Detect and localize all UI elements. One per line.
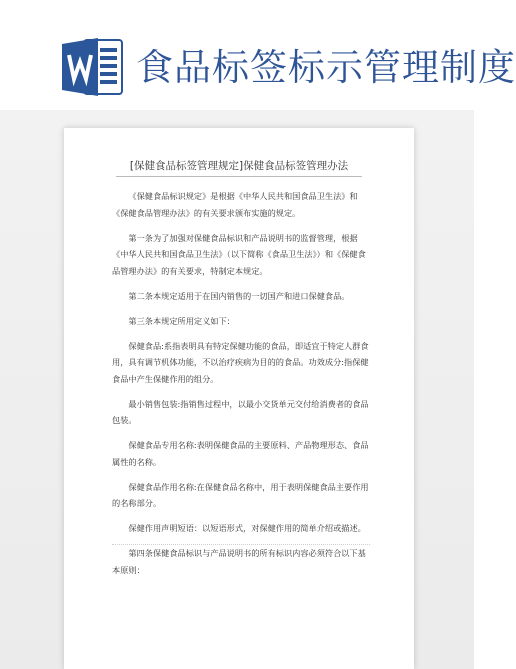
paragraph: 保健食品:系指表明具有特定保健功能的食品，即适宜于特定人群食用，具有调节机体功能，不以治疗疾病为目的的食品。功效成分:指保健食品中产生保健作用的组分。 (112, 340, 369, 384)
document-page (64, 128, 414, 669)
paragraph: 最小销售包装:指销售过程中，以最小交货单元交付给消费者的食品包装。 (112, 398, 369, 425)
paragraph: 第一条为了加强对保健食品标识和产品说明书的监督管理，根据《中华人民共和国食品卫生法》（以下简称《食品卫生法》）和《保健食品管理办法》的有关要求，特制定本规定。 (112, 232, 366, 276)
heading-underline (116, 176, 362, 177)
page-body (112, 188, 370, 587)
paragraph: 第三条本规定所用定义如下： (128, 315, 235, 326)
page-heading: [保健食品标签管理规定]保健食品标签管理办法 (129, 160, 349, 172)
paragraph: 保健食品专用名称:表明保健食品的主要原料、产品物理形态、食品属性的名称。 (112, 440, 369, 467)
paragraph: 第四条保健食品标识与产品说明书的所有标识内容必须符合以下基本原则： (112, 548, 366, 575)
header (0, 0, 516, 110)
paragraph: 保健食品作用名称:在保健食品名称中，用于表明保健食品主要作用的名称部分。 (112, 481, 369, 508)
document-title: 食品标签标示管理制度 (136, 46, 516, 89)
word-icon (62, 38, 124, 96)
page-divider (112, 544, 370, 545)
paragraph: 保健作用声明短语：以短语形式，对保健作用的简单介绍或描述。 (128, 523, 366, 533)
paragraph: 第二条本规定适用于在国内销售的一切国产和进口保健食品。 (128, 290, 350, 301)
paragraph: 《保健食品标识规定》是根据《中华人民共和国食品卫生法》和《保健食品管理办法》的有关要求颁布实施的规定。 (112, 191, 358, 218)
